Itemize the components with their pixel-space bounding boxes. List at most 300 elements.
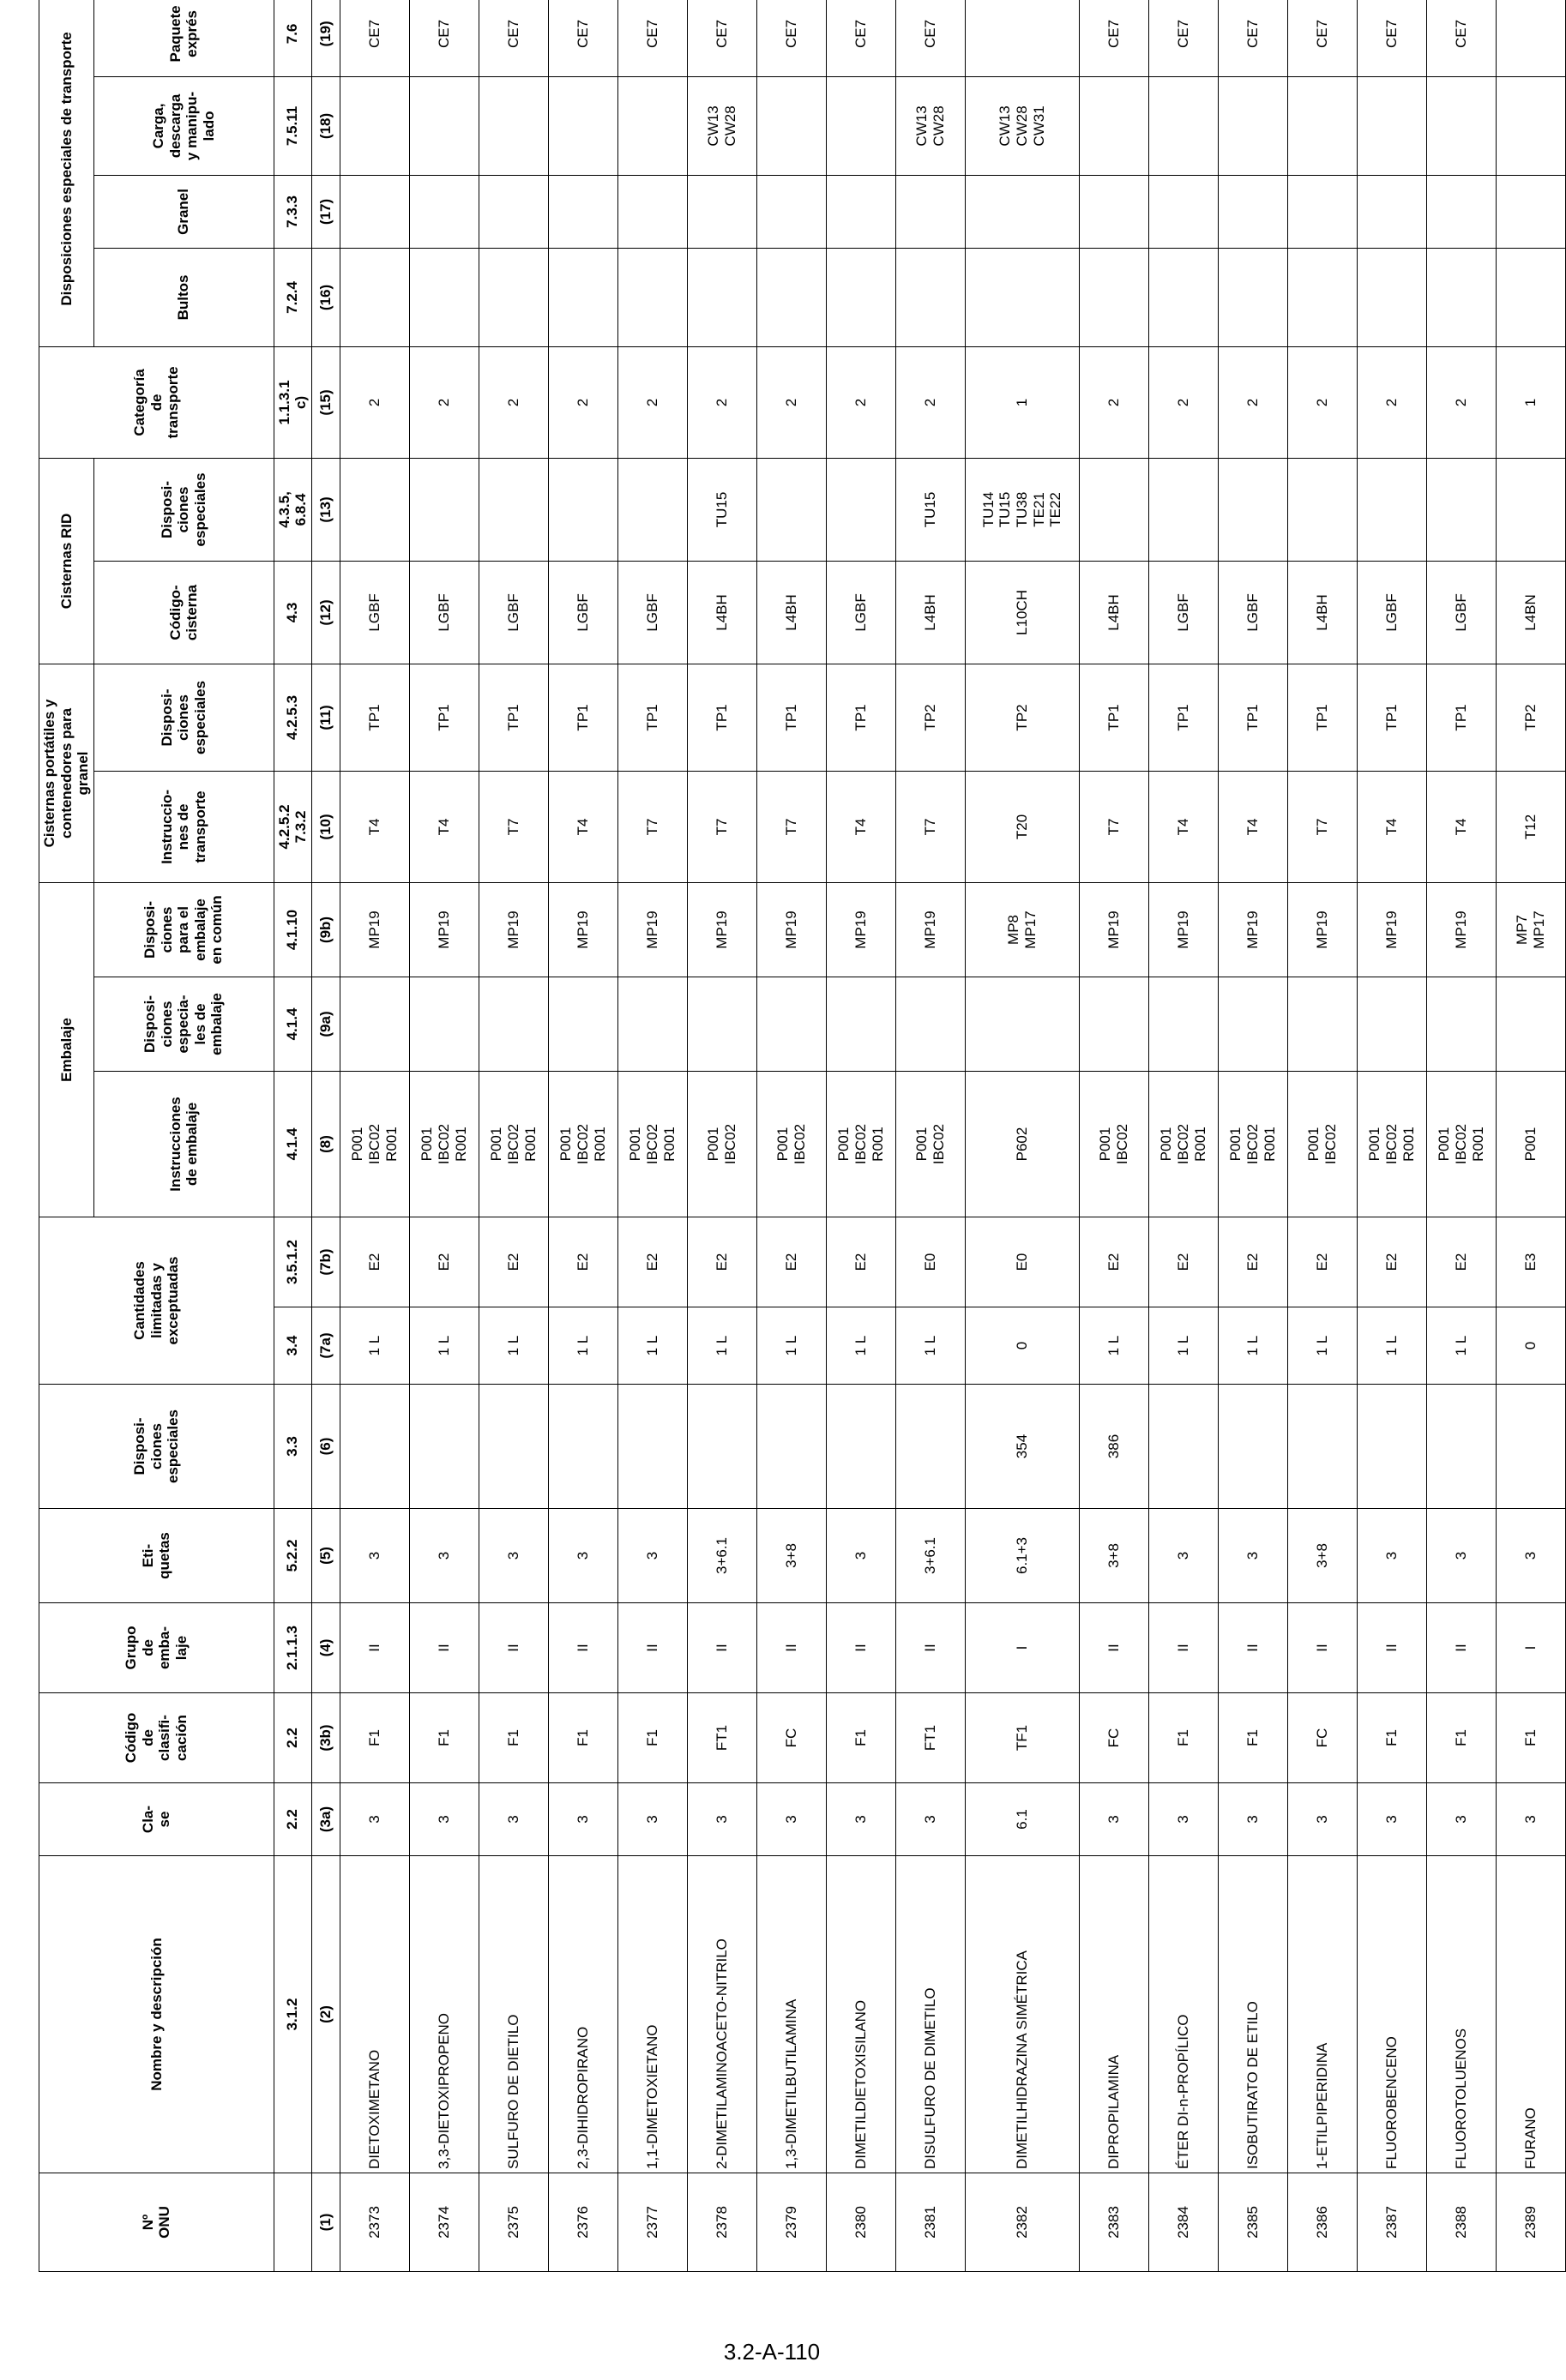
table-cell: 386	[1079, 1385, 1148, 1509]
ref-cell: 4.3.5, 6.8.4	[274, 458, 311, 561]
table-cell: T4	[826, 771, 895, 882]
table-cell: LGBF	[1426, 561, 1496, 664]
table-cell	[1079, 977, 1148, 1072]
table-cell	[1148, 175, 1218, 248]
table-cell: 1 L	[826, 1307, 895, 1385]
table-cell: T7	[1079, 771, 1148, 882]
table-body	[340, 0, 1565, 2272]
header-cp-instrucciones: Instruccio- nes de transporte	[93, 771, 274, 882]
table-cell: MP19	[826, 882, 895, 977]
substance-name-cell: DIMETILDIETOXISILANO	[826, 1856, 895, 2173]
table-cell	[409, 977, 479, 1072]
table-cell	[756, 248, 826, 346]
table-cell	[1357, 1385, 1426, 1509]
table-cell	[409, 76, 479, 175]
table-cell	[826, 1385, 895, 1509]
table-cell: 3	[1218, 1783, 1287, 1856]
table-cell	[1287, 458, 1357, 561]
table-cell	[1148, 458, 1218, 561]
header-grupo: Grupo de emba- laje	[39, 1603, 274, 1693]
table-cell: 3	[826, 1509, 895, 1603]
index-cell: (18)	[311, 76, 340, 175]
table-cell: I	[965, 1603, 1079, 1693]
table-row	[617, 0, 687, 2272]
table-cell: TP1	[826, 664, 895, 771]
un-number-cell: 2386	[1287, 2173, 1357, 2272]
table-cell	[1148, 977, 1218, 1072]
table-cell: TU15	[687, 458, 756, 561]
table-cell	[1148, 248, 1218, 346]
table-cell: LGBF	[617, 561, 687, 664]
table-cell: 2	[1079, 346, 1148, 458]
table-cell: II	[1287, 1603, 1357, 1693]
table-cell	[1426, 248, 1496, 346]
table-cell: TP1	[479, 664, 548, 771]
substance-name-cell: 2-DIMETILAMINOACETO-NITRILO	[687, 1856, 756, 2173]
table-cell	[548, 248, 617, 346]
table-cell: II	[826, 1603, 895, 1693]
table-cell	[479, 248, 548, 346]
table-cell: CE7	[1079, 0, 1148, 76]
un-number-cell: 2378	[687, 2173, 756, 2272]
table-cell	[895, 248, 965, 346]
table-cell: II	[340, 1603, 409, 1693]
substance-name-cell: DISULFURO DE DIMETILO	[895, 1856, 965, 2173]
table-row	[1357, 0, 1426, 2272]
header-clase: Cla- se	[39, 1783, 274, 1856]
table-cell	[1496, 1385, 1565, 1509]
table-cell: CE7	[895, 0, 965, 76]
table-cell	[1496, 175, 1565, 248]
header-paquete: Paquete exprés	[93, 0, 274, 76]
table-cell: FC	[1287, 1693, 1357, 1783]
table-cell	[1218, 977, 1287, 1072]
table-row	[1079, 0, 1148, 2272]
un-number-cell: 2388	[1426, 2173, 1496, 2272]
index-cell: (3a)	[311, 1783, 340, 1856]
ref-cell: 7.5.11	[274, 76, 311, 175]
table-cell	[409, 458, 479, 561]
ref-cell: 4.3	[274, 561, 311, 664]
table-row	[1218, 0, 1287, 2272]
table-cell: 3	[617, 1783, 687, 1856]
table-cell: MP19	[617, 882, 687, 977]
table-cell: MP19	[1426, 882, 1496, 977]
table-cell	[340, 175, 409, 248]
ref-cell: 2.2	[274, 1693, 311, 1783]
table-cell: 2	[1426, 346, 1496, 458]
table-cell	[340, 76, 409, 175]
table-cell	[1287, 977, 1357, 1072]
table-cell: 3	[479, 1509, 548, 1603]
table-cell: T4	[1426, 771, 1496, 882]
table-cell: E2	[340, 1217, 409, 1307]
dangerous-goods-table	[39, 0, 1566, 2272]
table-cell: T4	[548, 771, 617, 882]
header-etiquetas: Eti- quetas	[39, 1509, 274, 1603]
table-cell: F1	[617, 1693, 687, 1783]
table-cell: CE7	[479, 0, 548, 76]
table-cell: E2	[1426, 1217, 1496, 1307]
table-cell: 1 L	[1287, 1307, 1357, 1385]
table-cell: 3+6.1	[687, 1509, 756, 1603]
table-cell: E2	[1218, 1217, 1287, 1307]
index-cell: (4)	[311, 1603, 340, 1693]
table-cell	[756, 175, 826, 248]
ref-cell: 4.1.4	[274, 977, 311, 1072]
table-cell: L4BH	[895, 561, 965, 664]
table-cell: 2	[340, 346, 409, 458]
table-cell: F1	[1426, 1693, 1496, 1783]
table-cell	[1357, 76, 1426, 175]
substance-name-cell: DIMETILHIDRAZINA SIMÉTRICA	[965, 1856, 1079, 2173]
table-cell: MP19	[687, 882, 756, 977]
table-cell	[756, 1385, 826, 1509]
table-cell	[617, 977, 687, 1072]
table-cell: 3	[340, 1509, 409, 1603]
table-cell	[617, 1385, 687, 1509]
table-cell: 3	[340, 1783, 409, 1856]
ref-cell: 7.3.3	[274, 175, 311, 248]
ref-cell: 5.2.2	[274, 1509, 311, 1603]
table-cell: T12	[1496, 771, 1565, 882]
ref-cell: 2.1.1.3	[274, 1603, 311, 1693]
table-cell: TP2	[965, 664, 1079, 771]
un-number-cell: 2374	[409, 2173, 479, 2272]
index-cell: (1)	[311, 2173, 340, 2272]
table-cell	[340, 977, 409, 1072]
index-cell: (13)	[311, 458, 340, 561]
table-row	[1287, 0, 1357, 2272]
table-cell: TP1	[409, 664, 479, 771]
table-row	[409, 0, 479, 2272]
table-cell	[1357, 175, 1426, 248]
table-cell: 3	[1357, 1783, 1426, 1856]
table-cell: 3	[826, 1783, 895, 1856]
header-name: Nombre y descripción	[39, 1856, 274, 2173]
header-un: Nº ONU	[39, 2173, 274, 2272]
table-cell: E2	[756, 1217, 826, 1307]
table-cell	[895, 1385, 965, 1509]
table-cell: TU14 TU15 TU38 TE21 TE22	[965, 458, 1079, 561]
table-cell: 2	[687, 346, 756, 458]
table-cell: T7	[756, 771, 826, 882]
table-cell: II	[1218, 1603, 1287, 1693]
table-cell	[965, 0, 1079, 76]
table-cell: LGBF	[548, 561, 617, 664]
table-cell: 3	[1357, 1509, 1426, 1603]
substance-name-cell: SULFURO DE DIETILO	[479, 1856, 548, 2173]
table-cell: F1	[548, 1693, 617, 1783]
ref-cell: 4.1.4	[274, 1072, 311, 1217]
table-cell	[965, 248, 1079, 346]
table-cell: MP19	[895, 882, 965, 977]
table-cell	[548, 76, 617, 175]
index-cell: (6)	[311, 1385, 340, 1509]
table-cell	[1357, 458, 1426, 561]
column-index-row	[311, 0, 340, 2272]
table-cell: T4	[340, 771, 409, 882]
table-cell	[617, 248, 687, 346]
header-cantidades: Cantidades limitadas y exceptuadas	[39, 1217, 274, 1385]
table-cell	[826, 175, 895, 248]
table-cell: MP19	[1357, 882, 1426, 977]
index-cell: (3b)	[311, 1693, 340, 1783]
table-cell	[479, 76, 548, 175]
table-cell: 3	[409, 1783, 479, 1856]
table-row	[548, 0, 617, 2272]
table-cell	[1079, 248, 1148, 346]
table-cell: P602	[965, 1072, 1079, 1217]
header-cisternas-portatiles: Cisternas portátiles y contenedores para granel	[39, 664, 94, 882]
table-cell	[1079, 175, 1148, 248]
table-row	[1148, 0, 1218, 2272]
table-cell: TP1	[1426, 664, 1496, 771]
table-cell	[756, 76, 826, 175]
table-cell: 2	[1357, 346, 1426, 458]
index-cell: (19)	[311, 0, 340, 76]
table-cell: P001 IBC02 R001	[617, 1072, 687, 1217]
table-cell: E2	[1148, 1217, 1218, 1307]
table-cell	[687, 1385, 756, 1509]
table-cell: 2	[1218, 346, 1287, 458]
table-cell: TP1	[1357, 664, 1426, 771]
table-cell: T7	[1287, 771, 1357, 882]
substance-name-cell: FURANO	[1496, 1856, 1565, 2173]
table-cell: II	[1426, 1603, 1496, 1693]
table-cell: 3+8	[1287, 1509, 1357, 1603]
table-cell: T20	[965, 771, 1079, 882]
table-cell	[1218, 248, 1287, 346]
table-cell	[1287, 248, 1357, 346]
table-cell: LGBF	[409, 561, 479, 664]
ref-cell: 3.5.1.2	[274, 1217, 311, 1307]
header-disp-transporte: Disposiciones especiales de transporte	[39, 0, 94, 346]
table-cell: T7	[687, 771, 756, 882]
table-cell: 3	[548, 1783, 617, 1856]
table-cell: LGBF	[479, 561, 548, 664]
table-cell	[1357, 248, 1426, 346]
table-cell	[1496, 458, 1565, 561]
table-cell: CW13 CW28	[687, 76, 756, 175]
table-cell: P001	[1496, 1072, 1565, 1217]
table-cell: MP19	[548, 882, 617, 977]
table-cell	[1357, 977, 1426, 1072]
table-cell	[1287, 175, 1357, 248]
table-cell	[617, 175, 687, 248]
table-cell: T7	[895, 771, 965, 882]
table-cell: P001 IBC02 R001	[340, 1072, 409, 1217]
table-cell: P001 IBC02	[1079, 1072, 1148, 1217]
table-cell: P001 IBC02	[756, 1072, 826, 1217]
un-number-cell: 2373	[340, 2173, 409, 2272]
table-cell: P001 IBC02 R001	[1218, 1072, 1287, 1217]
table-cell: MP19	[479, 882, 548, 977]
table-cell: MP19	[756, 882, 826, 977]
header-rid-especiales: Disposi- ciones especiales	[93, 458, 274, 561]
table-cell: CE7	[617, 0, 687, 76]
un-number-cell: 2377	[617, 2173, 687, 2272]
index-cell: (5)	[311, 1509, 340, 1603]
table-cell	[479, 977, 548, 1072]
table-cell: L4BN	[1496, 561, 1565, 664]
table-cell: T7	[617, 771, 687, 882]
table-cell: P001 IBC02 R001	[1357, 1072, 1426, 1217]
table-row	[479, 0, 548, 2272]
table-cell	[965, 977, 1079, 1072]
table-cell: F1	[340, 1693, 409, 1783]
index-cell: (17)	[311, 175, 340, 248]
table-cell: 1 L	[1079, 1307, 1148, 1385]
table-cell: 3	[1426, 1783, 1496, 1856]
table-cell: P001 IBC02 R001	[826, 1072, 895, 1217]
ref-cell: 7.6	[274, 0, 311, 76]
table-cell: II	[1148, 1603, 1218, 1693]
table-cell: TP1	[756, 664, 826, 771]
table-cell: E2	[687, 1217, 756, 1307]
table-cell	[1148, 1385, 1218, 1509]
un-number-cell: 2383	[1079, 2173, 1148, 2272]
table-cell: T4	[409, 771, 479, 882]
rotated-table-container	[39, 5, 1547, 2272]
table-cell: TP2	[1496, 664, 1565, 771]
table-cell	[1218, 458, 1287, 561]
table-cell: 6.1+3	[965, 1509, 1079, 1603]
table-cell: MP8 MP17	[965, 882, 1079, 977]
table-cell: P001 IBC02 R001	[409, 1072, 479, 1217]
table-cell: 1 L	[895, 1307, 965, 1385]
table-cell	[340, 1385, 409, 1509]
table-row	[826, 0, 895, 2272]
table-cell: II	[1079, 1603, 1148, 1693]
table-cell: MP19	[1218, 882, 1287, 977]
header-cp-especiales: Disposi- ciones especiales	[93, 664, 274, 771]
un-number-cell: 2385	[1218, 2173, 1287, 2272]
header-embalaje: Embalaje	[39, 882, 94, 1217]
table-cell: E0	[895, 1217, 965, 1307]
table-cell	[687, 248, 756, 346]
header-granel: Granel	[93, 175, 274, 248]
table-cell: L10CH	[965, 561, 1079, 664]
table-cell: CE7	[409, 0, 479, 76]
table-cell: 3+8	[1079, 1509, 1148, 1603]
table-cell	[965, 175, 1079, 248]
table-cell: FT1	[687, 1693, 756, 1783]
ref-cell: 1.1.3.1 c)	[274, 346, 311, 458]
table-cell: 3+8	[756, 1509, 826, 1603]
table-cell	[548, 458, 617, 561]
table-cell: CE7	[1218, 0, 1287, 76]
table-cell: MP7 MP17	[1496, 882, 1565, 977]
table-cell	[826, 248, 895, 346]
table-cell: 3	[1496, 1783, 1565, 1856]
table-cell: P001 IBC02 R001	[479, 1072, 548, 1217]
substance-name-cell: 1,3-DIMETILBUTILAMINA	[756, 1856, 826, 2173]
table-cell: F1	[409, 1693, 479, 1783]
table-cell: F1	[479, 1693, 548, 1783]
table-cell: 3	[1496, 1509, 1565, 1603]
index-cell: (2)	[311, 1856, 340, 2173]
table-cell	[409, 175, 479, 248]
table-row	[687, 0, 756, 2272]
table-cell	[617, 76, 687, 175]
table-cell	[1079, 458, 1148, 561]
un-number-cell: 2389	[1496, 2173, 1565, 2272]
ref-cell: 3.3	[274, 1385, 311, 1509]
table-cell: II	[617, 1603, 687, 1693]
ref-cell: 7.2.4	[274, 248, 311, 346]
table-cell	[1218, 1385, 1287, 1509]
header-disp-especiales: Disposi- ciones especiales	[39, 1385, 274, 1509]
table-cell	[826, 76, 895, 175]
table-cell: TP1	[617, 664, 687, 771]
table-cell	[1496, 0, 1565, 76]
table-cell: E0	[965, 1217, 1079, 1307]
page-footer: 3.2-A-110	[723, 2339, 821, 2365]
table-cell: 6.1	[965, 1783, 1079, 1856]
table-cell: T4	[1357, 771, 1426, 882]
header-codigo: Código de clasifi- cación	[39, 1693, 274, 1783]
table-cell: P001 IBC02	[895, 1072, 965, 1217]
un-number-cell: 2380	[826, 2173, 895, 2272]
table-cell: 1	[1496, 346, 1565, 458]
table-cell: MP19	[340, 882, 409, 977]
ref-cell: 4.2.5.2 7.3.2	[274, 771, 311, 882]
index-cell: (12)	[311, 561, 340, 664]
table-cell	[617, 458, 687, 561]
table-cell: T4	[1148, 771, 1218, 882]
table-cell: 3	[756, 1783, 826, 1856]
table-cell: 1 L	[340, 1307, 409, 1385]
table-cell: L4BH	[1287, 561, 1357, 664]
table-cell	[1218, 175, 1287, 248]
table-cell: 2	[756, 346, 826, 458]
index-cell: (9a)	[311, 977, 340, 1072]
table-cell: 1 L	[1218, 1307, 1287, 1385]
table-cell	[687, 175, 756, 248]
table-cell	[756, 977, 826, 1072]
table-cell: E2	[1287, 1217, 1357, 1307]
table-cell: 2	[548, 346, 617, 458]
table-cell: TP1	[1218, 664, 1287, 771]
table-cell	[479, 175, 548, 248]
table-cell: 2	[617, 346, 687, 458]
table-cell: F1	[1148, 1693, 1218, 1783]
table-row	[1496, 0, 1565, 2272]
table-cell: MP19	[1148, 882, 1218, 977]
substance-name-cell: 2,3-DIHIDROPIRANO	[548, 1856, 617, 2173]
table-cell: FC	[1079, 1693, 1148, 1783]
un-number-cell: 2382	[965, 2173, 1079, 2272]
table-cell	[548, 977, 617, 1072]
table-cell: II	[409, 1603, 479, 1693]
table-cell: 3+6.1	[895, 1509, 965, 1603]
table-cell: 0	[965, 1307, 1079, 1385]
table-cell: TP1	[548, 664, 617, 771]
table-cell: MP19	[1079, 882, 1148, 977]
table-cell	[1426, 175, 1496, 248]
table-cell	[1426, 458, 1496, 561]
table-row	[756, 0, 826, 2272]
table-cell: P001 IBC02	[1287, 1072, 1357, 1217]
table-cell: LGBF	[1218, 561, 1287, 664]
table-cell: CE7	[1426, 0, 1496, 76]
table-cell: LGBF	[826, 561, 895, 664]
table-cell: TP1	[1079, 664, 1148, 771]
header-rid-codigo: Código- cisterna	[93, 561, 274, 664]
table-cell: TP1	[687, 664, 756, 771]
table-cell	[1426, 76, 1496, 175]
